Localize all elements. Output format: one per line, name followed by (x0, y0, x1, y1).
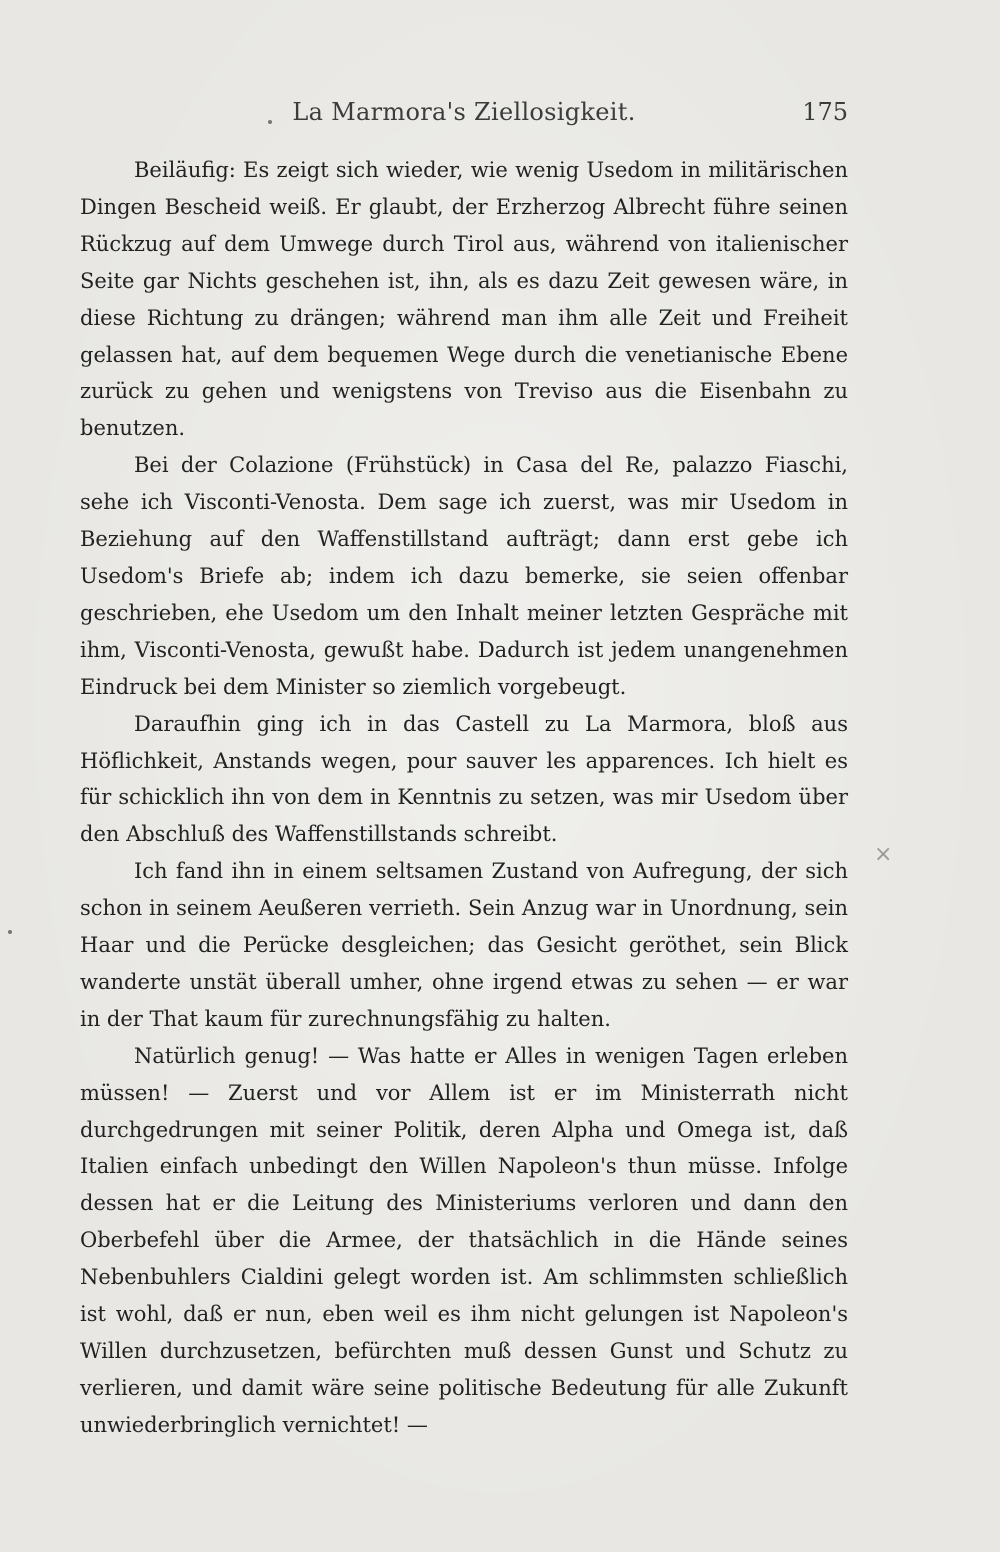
paragraph-1: Beiläufig: Es zeigt sich wieder, wie wenig Usedom in militärischen Dingen Bescheid weiß. Er glaubt, der Erzherzog Albrecht führe seinen Rückzug auf dem Umwege durch Tirol aus, während von italienischer Seite gar Nichts geschehen ist, ihn, als es dazu Zeit gewesen wäre, in diese Richtung zu drängen; während man ihm alle Zeit und Freiheit gelassen hat, auf dem bequemen Wege durch die venetianische Ebene zurück zu gehen und wenigstens von Treviso aus die Eisenbahn zu benutzen. (80, 158, 848, 441)
paragraph-2: Bei der Colazione (Frühstück) in Casa del Re, palazzo Fiaschi, sehe ich Visconti-Venosta. Dem sage ich zuerst, was mir Usedom in Beziehung auf den Waffenstillstand aufträgt; dann erst gebe ich Usedom's Briefe ab; indem ich dazu bemerke, sie seien offenbar geschrieben, ehe Usedom um den Inhalt meiner letzten Gespräche mit ihm, Visconti-Venosta, gewußt habe. Dadurch ist jedem unangenehmen Eindruck bei dem Minister so ziemlich vorgebeugt. (80, 453, 848, 699)
body-text (80, 152, 848, 1444)
running-head: La Marmora's Ziellosigkeit. (292, 98, 636, 126)
margin-mark: × (874, 842, 893, 867)
paragraph-3: Daraufhin ging ich in das Castell zu La Marmora, bloß aus Höflichkeit, Anstands wegen, pour sauver les apparences. Ich hielt es für schicklich ihn von dem in Kenntnis zu setzen, was mir Usedom über den Abschluß des Waffenstillstands schreibt. (80, 711, 848, 847)
paragraph-5: Natürlich genug! — Was hatte er Alles in wenigen Tagen erleben müssen! — Zuerst und vor Allem ist er im Ministerrath nicht durchgedrungen mit seiner Politik, deren Alpha und Omega ist, daß Italien einfach unbedingt den Willen Napoleon's thun müsse. Infolge dessen hat er die Leitung des Ministeriums verloren und dann den Oberbefehl über die Armee, der thatsächlich in die Hände seines Nebenbuhlers Cialdini gelegt worden ist. Am schlimmsten schließlich ist wohl, daß er nun, eben weil es ihm nicht gelungen ist Napoleon's Willen durchzusetzen, befürchten muß dessen Gunst und Schutz zu verlieren, und damit wäre seine politische Bedeutung für alle Zukunft unwiederbringlich vernichtet! — (80, 1043, 848, 1437)
speck-dot (268, 120, 272, 124)
speck-dot (8, 930, 12, 934)
page-number: 175 (802, 98, 848, 126)
paragraph-4: Ich fand ihn in einem seltsamen Zustand von Aufregung, der sich schon in seinem Aeußeren verrieth. Sein Anzug war in Unordnung, sein Haar und die Perücke desgleichen; das Gesicht geröthet, sein Blick wanderte unstät überall umher, ohne irgend etwas zu sehen — er war in der That kaum für zurechnungsfähig zu halten. (80, 859, 848, 1031)
page-header (80, 98, 848, 138)
